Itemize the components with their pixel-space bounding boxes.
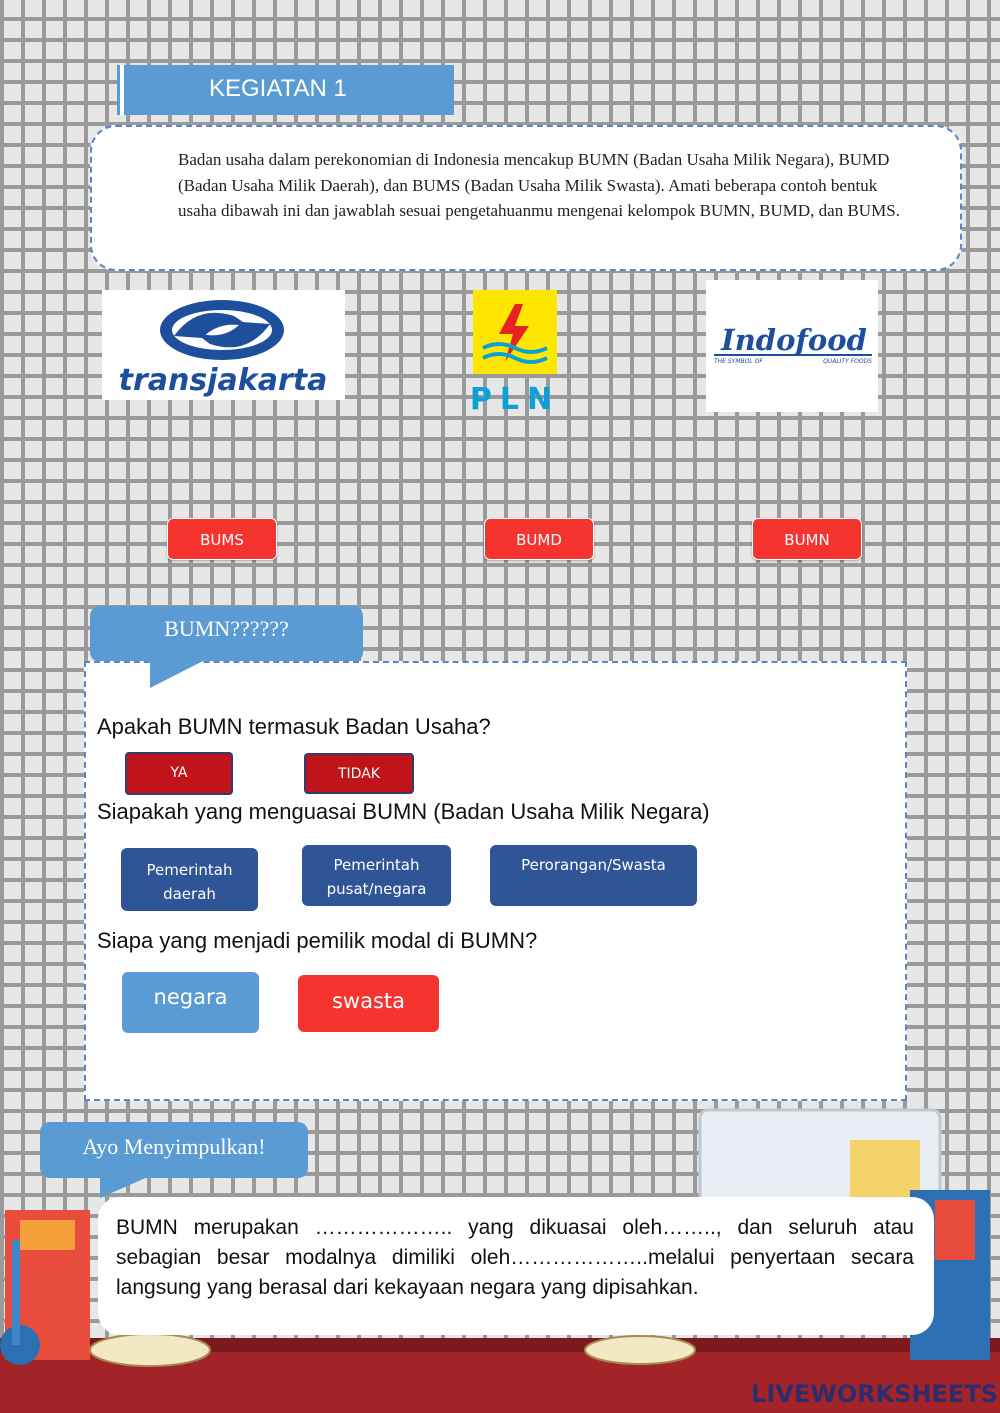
pln-wordmark: PLN xyxy=(471,382,559,414)
q3-option-swasta[interactable]: swasta xyxy=(298,975,439,1032)
indofood-logo xyxy=(706,280,878,412)
option-bumn-button[interactable]: BUMN xyxy=(752,518,862,560)
conclusion-text: BUMN merupakan ……………….. yang dikuasai oleh…….., dan seluruh atau sebagian besar modalnya dimiliki oleh………………..melalui penyertaan secara langsung yang berasal dari kekayaan negara yang dipisahkan. xyxy=(98,1197,934,1335)
liveworksheets-brand: LIVEWORKSHEETS xyxy=(751,1380,998,1408)
q2-option-perorangan-swasta[interactable] xyxy=(490,845,697,906)
bumn-callout: BUMN?????? xyxy=(90,606,363,662)
indofood-tagline-right: QUALITY FOODS xyxy=(823,358,872,365)
transjakarta-logo xyxy=(102,290,345,400)
question-1: Apakah BUMN termasuk Badan Usaha? xyxy=(97,714,491,739)
indofood-wordmark: Indofood xyxy=(721,323,867,357)
q1-option-tidak[interactable]: TIDAK xyxy=(304,753,414,794)
option-bumd-button[interactable]: BUMD xyxy=(484,518,594,560)
conclusion-callout-tail xyxy=(100,1176,150,1198)
q2-option-2-line1: Pemerintah xyxy=(333,856,420,874)
option-bums-button[interactable]: BUMS xyxy=(167,518,277,560)
bumn-callout-tail-overlay xyxy=(150,660,205,688)
pln-logo xyxy=(471,290,559,414)
q2-option-2-line2: pusat/negara xyxy=(326,880,427,898)
q2-option-3-line1: Perorangan/Swasta xyxy=(521,856,666,874)
transjakarta-wordmark: transjakarta xyxy=(118,363,328,398)
q2-option-pemerintah-pusat[interactable] xyxy=(302,845,451,906)
intro-instructions: Badan usaha dalam perekonomian di Indonesia mencakup BUMN (Badan Usaha Milik Negara), BUMD (Badan Usaha Milik Daerah), dan BUMS (Badan Usaha Milik Swasta). Amati beberapa contoh bentuk usaha dibawah ini dan jawablah sesuai pengetahuanmu mengenai kelompok BUMN, BUMD, dan BUMS. xyxy=(90,125,962,271)
conclusion-callout: Ayo Menyimpulkan! xyxy=(40,1122,308,1178)
q1-option-ya[interactable]: YA xyxy=(125,752,233,795)
question-3: Siapa yang menjadi pemilik modal di BUMN? xyxy=(97,928,538,953)
q2-option-1-line2: daerah xyxy=(163,885,216,903)
q2-option-pemerintah-daerah[interactable] xyxy=(121,848,258,911)
question-2: Siapakah yang menguasai BUMN (Badan Usaha Milik Negara) xyxy=(97,799,710,824)
q2-option-1-line1: Pemerintah xyxy=(146,861,233,879)
q3-option-negara[interactable]: negara xyxy=(122,972,259,1033)
activity-title: KEGIATAN 1 xyxy=(124,65,454,115)
indofood-tagline-left: THE SYMBOL OF xyxy=(714,358,763,365)
